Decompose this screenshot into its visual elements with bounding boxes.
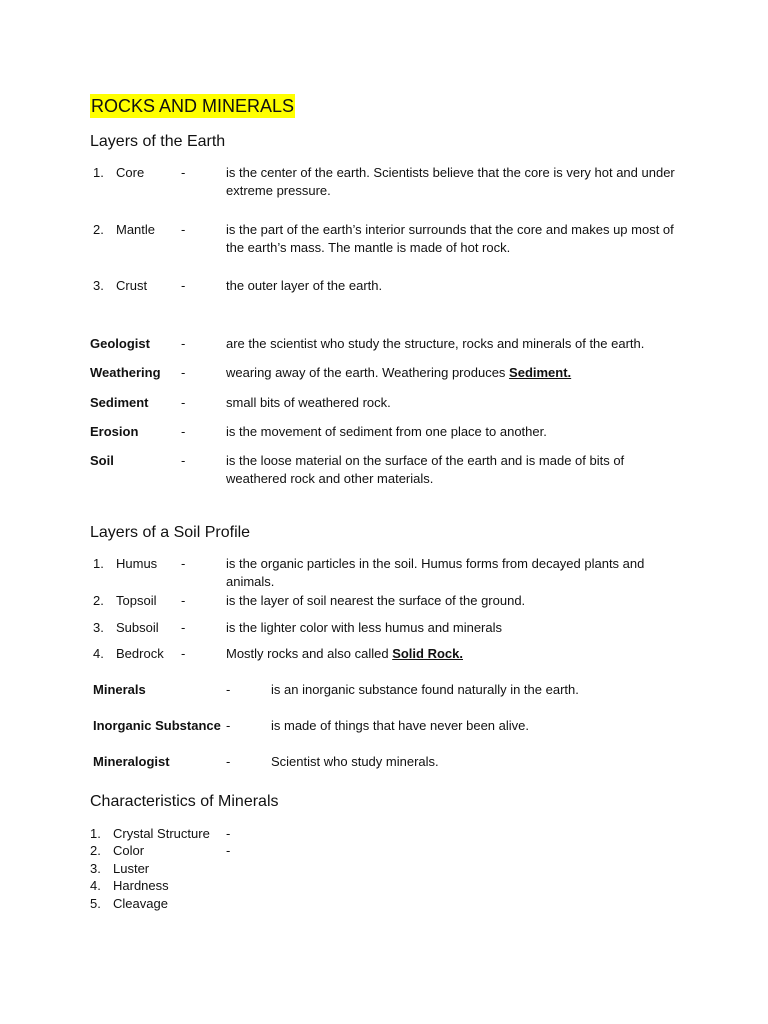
item-dash: - (181, 620, 186, 635)
item-number: 2. (90, 843, 101, 858)
item-label: Crystal Structure (113, 826, 210, 841)
term-definition (226, 364, 571, 382)
item-definition: is the organic particles in the soil. Humus forms from decayed plants and animals. (226, 556, 645, 589)
term-label: Sediment (90, 395, 149, 410)
item-label: Color (113, 843, 145, 858)
item-number: 1. (90, 826, 101, 841)
term-label: Minerals (93, 682, 146, 697)
item-dash: - (181, 278, 186, 293)
item-dash: - (181, 556, 186, 571)
item-term: Crust (116, 278, 148, 293)
term-definition: is made of things that have never been alive. (271, 718, 529, 733)
item-definition: is the layer of soil nearest the surface of the ground. (226, 593, 526, 608)
section-heading-earth-layers: Layers of the Earth (90, 133, 226, 150)
item-dash: - (181, 165, 186, 180)
item-definition: the outer layer of the earth. (226, 278, 383, 293)
term-dash: - (226, 682, 231, 697)
item-number: 2. (93, 222, 104, 237)
item-term: Core (116, 165, 145, 180)
item-number: 1. (93, 165, 104, 180)
item-label: Hardness (113, 878, 169, 893)
term-label: Mineralogist (93, 754, 170, 769)
item-number: 2. (93, 593, 104, 608)
item-label: Cleavage (113, 896, 168, 911)
term-definition: is the loose material on the surface of the earth and is made of bits of weathered rock and other materials. (226, 453, 625, 486)
term-label: Weathering (90, 365, 161, 380)
item-definition-keyword: Solid Rock. (392, 646, 463, 661)
section-heading-characteristics: Characteristics of Minerals (90, 793, 279, 810)
term-dash: - (181, 395, 186, 410)
item-term: Bedrock (116, 646, 164, 661)
item-term: Subsoil (116, 620, 159, 635)
term-dash: - (181, 424, 186, 439)
item-definition: is the center of the earth. Scientists believe that the core is very hot and under extreme pressure. (226, 165, 675, 198)
page-title: ROCKS AND MINERALS (91, 96, 295, 116)
item-number: 5. (90, 896, 101, 911)
item-number: 3. (90, 861, 101, 876)
term-label: Soil (90, 453, 114, 468)
term-definition: are the scientist who study the structure, rocks and minerals of the earth. (226, 336, 645, 351)
item-number: 3. (93, 620, 104, 635)
term-dash: - (226, 718, 231, 733)
item-dash: - (181, 222, 186, 237)
term-definition: small bits of weathered rock. (226, 395, 391, 410)
item-dash: - (181, 593, 186, 608)
item-definition-text: Mostly rocks and also called (226, 646, 393, 661)
term-label: Erosion (90, 424, 139, 439)
term-label: Inorganic Substance (93, 718, 221, 733)
term-definition: is an inorganic substance found naturally in the earth. (271, 682, 579, 697)
item-term: Mantle (116, 222, 156, 237)
term-definition: Scientist who study minerals. (271, 754, 439, 769)
term-dash: - (181, 453, 186, 468)
item-number: 3. (93, 278, 104, 293)
item-number: 1. (93, 556, 104, 571)
item-number: 4. (93, 646, 104, 661)
term-definition-text: wearing away of the earth. Weathering produces (226, 365, 510, 380)
term-dash: - (181, 336, 186, 351)
item-term: Topsoil (116, 593, 157, 608)
term-dash: - (181, 365, 186, 380)
term-definition: is the movement of sediment from one place to another. (226, 424, 547, 439)
section-heading-soil-profile: Layers of a Soil Profile (90, 524, 251, 541)
item-dash: - (226, 826, 231, 841)
item-dash: - (226, 843, 231, 858)
item-definition: is the part of the earth’s interior surrounds that the core and makes up most of the earth’s mass. The mantle is made of hot rock. (226, 222, 674, 255)
item-label: Luster (113, 861, 150, 876)
term-definition-keyword: Sediment. (509, 365, 572, 380)
term-dash: - (226, 754, 231, 769)
term-label: Geologist (90, 336, 150, 351)
item-definition: is the lighter color with less humus and minerals (226, 620, 503, 635)
item-dash: - (181, 646, 186, 661)
item-term: Humus (116, 556, 158, 571)
item-definition (226, 645, 463, 663)
item-number: 4. (90, 878, 101, 893)
